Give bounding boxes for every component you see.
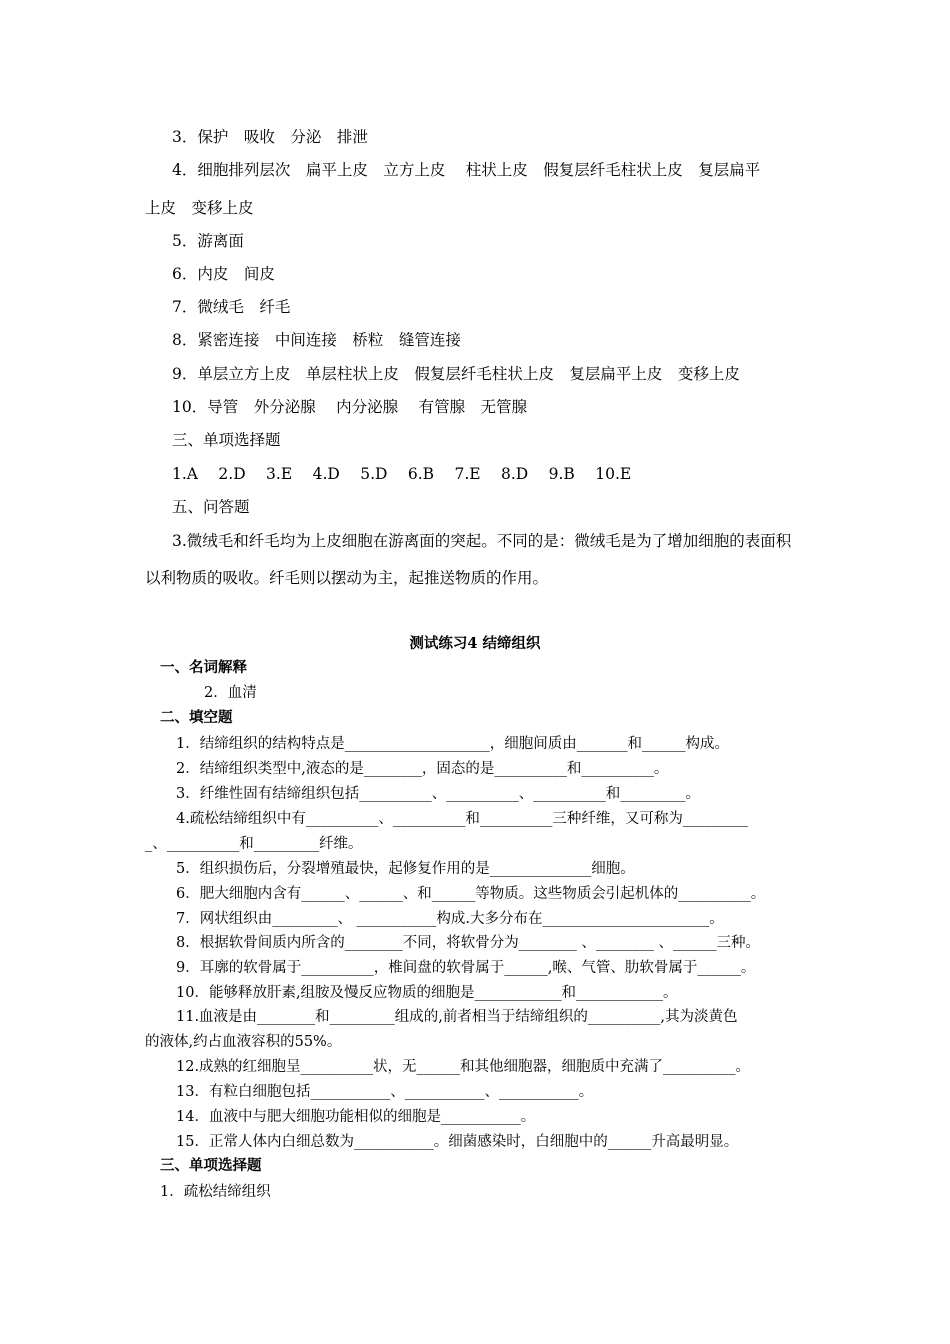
- answer-line: 8．紧密连接 中间连接 桥粒 缝管连接: [172, 331, 461, 349]
- question-line: 4.疏松结缔组织中有__________、__________和__________三种纤维，又可称为_________: [176, 811, 749, 827]
- answer-line: 5．游离面: [172, 232, 244, 250]
- answer-line: 10．导管 外分泌腺 内分泌腺 有管腺 无管腺: [172, 398, 528, 416]
- question-line: 12.成熟的红细胞呈__________状，无______和其他细胞器，细胞质中充满了__________。: [176, 1059, 751, 1075]
- question-line: 3．纤维性固有结缔组织包括__________、__________、__________和_________。: [176, 786, 700, 802]
- question-line: 10．能够释放肝素,组胺及慢反应物质的细胞是____________和____________。: [176, 985, 678, 1001]
- question-line: 15．正常人体内白细总数为___________。细菌感染时，白细胞中的______升高最明显。: [176, 1134, 739, 1150]
- answer-line: 9．单层立方上皮 单层柱状上皮 假复层纤毛柱状上皮 复层扁平上皮 变移上皮: [172, 365, 740, 383]
- question-line: 13．有粒白细胞包括___________、___________、___________。: [176, 1084, 594, 1100]
- question-line: 14．血液中与肥大细胞功能相似的细胞是___________。: [176, 1109, 536, 1125]
- answer-line: 以利物质的吸收。纤毛则以摆动为主，起推送物质的作用。: [145, 569, 549, 587]
- question-line: 2．血清: [204, 685, 257, 701]
- answer-key-line: 1.A 2.D 3.E 4.D 5.D 6.B 7.E 8.D 9.B 10.E: [172, 465, 632, 483]
- answer-line: 6．内皮 间皮: [172, 265, 275, 283]
- question-line: 5．组织损伤后，分裂增殖最快，起修复作用的是______________细胞。: [176, 861, 635, 877]
- answer-line: 4．细胞排列层次 扁平上皮 立方上皮 柱状上皮 假复层纤毛柱状上皮 复层扁平: [172, 161, 761, 179]
- section-heading: 五、问答题: [172, 498, 250, 516]
- question-line: 2．结缔组织类型中,液态的是________，固态的是__________和__________。: [176, 761, 669, 777]
- answer-line: 上皮 变移上皮: [145, 199, 254, 217]
- question-line: 7．网状组织由_________、 ___________构成.大多分布在_______________________。: [176, 911, 724, 927]
- section-heading: 一、名词解释: [160, 659, 247, 676]
- answer-line: 3.微绒毛和纤毛均为上皮细胞在游离面的突起。不同的是：微绒毛是为了增加细胞的表面积: [172, 532, 792, 550]
- question-line: 的液体,约占血液容积的55%。: [145, 1034, 342, 1050]
- answer-line: 7．微绒毛 纤毛: [172, 298, 291, 316]
- question-line: 11.血液是由________和_________组成的,前者相当于结缔组织的__________,其为淡黄色: [176, 1009, 738, 1025]
- section-heading: 二、填空题: [160, 709, 233, 726]
- question-line: 1．结缔组织的结构特点是____________________，细胞间质由_______和______构成。: [176, 736, 729, 752]
- question-line: 6．肥大细胞内含有______、______、和______等物质。这些物质会引起机体的__________。: [176, 886, 766, 902]
- question-line: _、__________和_________纤维。: [145, 836, 363, 852]
- question-line: 9．耳廓的软骨属于__________，椎间盘的软骨属于______,喉、气管、肋软骨属于______。: [176, 960, 756, 976]
- question-line: 1．疏松结缔组织: [160, 1184, 271, 1200]
- section-heading: 三、单项选择题: [160, 1157, 262, 1174]
- answer-line: 3．保护 吸收 分泌 排泄: [172, 128, 368, 146]
- question-line: 8．根据软骨间质内所含的________不同，将软骨分为________ 、________ 、______三种。: [176, 935, 760, 951]
- page-title: 测试练习4 结缔组织: [409, 635, 541, 652]
- section-heading: 三、单项选择题: [172, 431, 281, 449]
